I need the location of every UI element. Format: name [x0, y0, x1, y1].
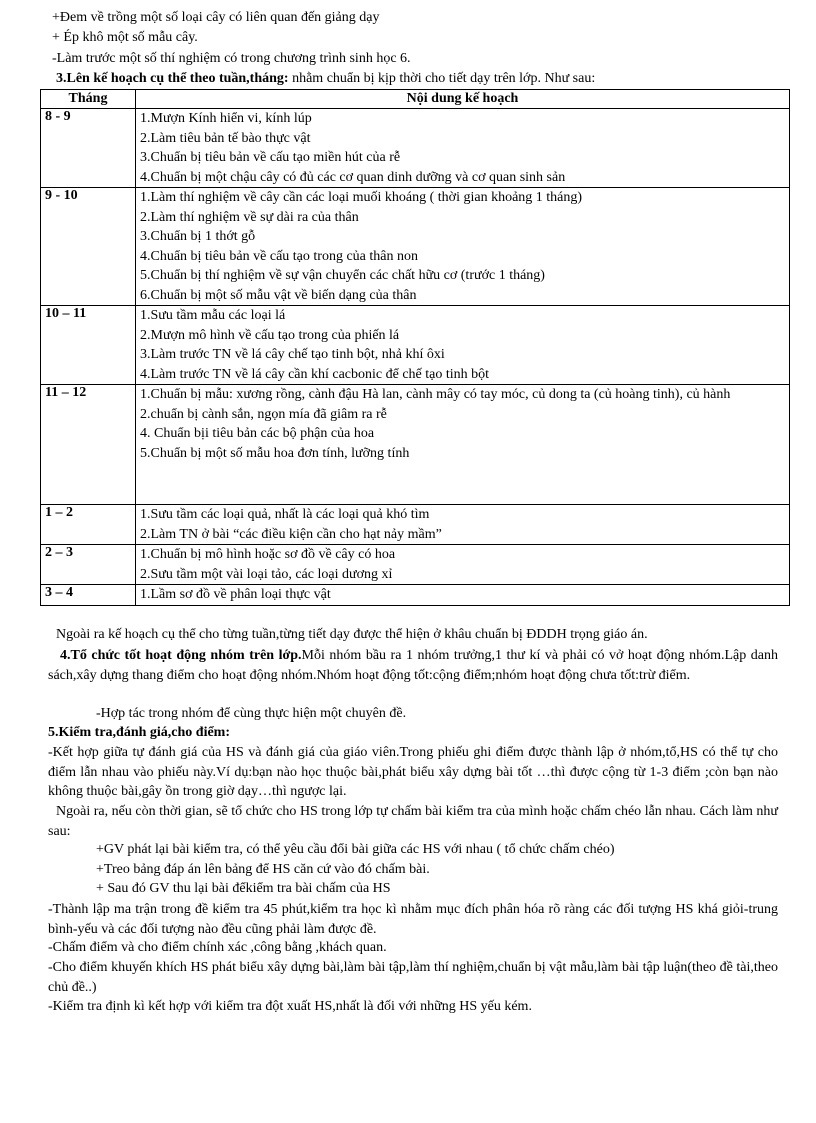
plan-item: 1.Sưu tầm các loại quả, nhất là các loại quả khó tìm: [140, 507, 430, 522]
plan-item: 4. Chuẩn bịi tiêu bản các bộ phận của hoa: [140, 426, 375, 441]
table-row: [41, 385, 790, 505]
section5-step-3: + Sau đó GV thu lại bài đểkiểm tra bài chấm của HS: [96, 881, 391, 896]
section3-title-rest: nhằm chuẩn bị kịp thời cho tiết dạy trên lớp. Như sau:: [288, 71, 596, 86]
plan-item: 1.Chuẩn bị mô hình hoặc sơ đồ về cây có hoa: [140, 547, 396, 562]
plan-item: 2.chuẩn bị cành sắn, ngọn mía đã giâm ra rễ: [140, 406, 387, 422]
table-row: [41, 188, 790, 306]
table-row: [41, 505, 790, 545]
section5-p6: -Kiểm tra định kì kết hợp với kiểm tra đột xuất HS,nhất là đối với những HS yếu kém.: [48, 999, 532, 1014]
intro-line-3: -Làm trước một số thí nghiệm có trong chương trình sinh học 6.: [52, 51, 411, 66]
plan-item: 4.Làm trước TN về lá cây cần khí cacbonic để chế tạo tinh bột: [140, 366, 490, 382]
section5-p2: Ngoài ra, nếu còn thời gian, sẽ tổ chức cho HS trong lớp tự chấm bài kiểm tra của mình hoặc chấm chéo lẫn nhau. Cách làm như sau:: [48, 804, 778, 839]
content-cell: [136, 109, 790, 188]
content-cell: [136, 585, 790, 606]
plan-item: 5.Chuẩn bị thí nghiệm về sự vận chuyển các chất hữu cơ (trước 1 tháng): [140, 268, 545, 283]
table-row: [41, 306, 790, 385]
after-table-text: Ngoài ra kế hoạch cụ thể cho từng tuần,từng tiết dạy được thể hiện ở khâu chuẩn bị ĐDDH trọng giáo án.: [56, 627, 648, 642]
intro-line-2: + Ép khô một số mẫu cây.: [52, 30, 198, 45]
plan-item: 1.Lầm sơ đồ về phân loại thực vật: [140, 587, 331, 602]
plan-item: 2.Làm TN ở bài “các điều kiện cần cho hạt nảy mầm”: [140, 526, 442, 542]
section5-step-2: +Treo bảng đáp án lên bảng để HS căn cứ vào đó chấm bài.: [96, 862, 430, 877]
section4-sub: -Hợp tác trong nhóm để cùng thực hiện một chuyên đề.: [96, 706, 407, 721]
table-header-row: [41, 90, 790, 109]
plan-item: 1.Sưu tầm mẫu các loại lá: [140, 308, 286, 323]
plan-item: 4.Chuẩn bị tiêu bản về cấu tạo trong của thân non: [140, 248, 418, 264]
intro-line-1: +Đem về trồng một số loại cây có liên quan đến giảng dạy: [52, 10, 380, 25]
month-cell: 1 – 2: [41, 505, 136, 545]
section5-title: 5.Kiểm tra,đánh giá,cho điểm:: [48, 725, 230, 740]
table-row: [41, 585, 790, 606]
content-cell: [136, 545, 790, 585]
content-cell: [136, 385, 790, 505]
section5-step-1: +GV phát lại bài kiểm tra, có thể yêu cầu đổi bài giữa các HS với nhau ( tổ chức chấm chéo): [96, 842, 615, 857]
month-cell: 8 - 9: [41, 109, 136, 188]
plan-table: [40, 89, 790, 606]
plan-item: 6.Chuẩn bị một số mẫu vật về biến dạng của thân: [140, 287, 417, 303]
plan-item: 4.Chuẩn bị một chậu cây có đủ các cơ quan dinh dưỡng và cơ quan sinh sản: [140, 169, 566, 185]
section4-text: Mỗi nhóm bầu ra 1 nhóm trưởng,1 thư kí và phải có vở hoạt động nhóm.Lập danh sách,xây dựng thang điểm cho hoạt động nhóm.Nhóm hoạt động tốt:cộng điểm;nhóm hoạt động chưa tốt:trừ điểm.: [48, 648, 778, 683]
plan-item: 2.Sưu tầm một vài loại tảo, các loại dương xỉ: [140, 566, 393, 582]
plan-item: 3.Chuẩn bị 1 thớt gỗ: [140, 229, 256, 244]
content-cell: [136, 188, 790, 306]
plan-item: 3.Làm trước TN về lá cây chế tạo tinh bột, nhả khí ôxi: [140, 347, 445, 362]
section4-paragraph: [48, 646, 778, 685]
section5-p5: -Cho điểm khuyến khích HS phát biểu xây dựng bài,làm bài tập,làm thí nghiệm,chuẩn bị vật mẫu,làm bài tập luận(theo đề tài,theo chủ đề..): [48, 960, 778, 995]
table-row: [41, 109, 790, 188]
section5-p3: -Thành lập ma trận trong đề kiểm tra 45 phút,kiểm tra học kì nhằm mục đích phân hóa rõ ràng các đối tượng HS khá giỏi-trung bình-yếu và các đối tượng nào đều cũng phải làm được đề.: [48, 902, 778, 937]
plan-item: 1.Mượn Kính hiển vi, kính lúp: [140, 111, 312, 126]
header-month: Tháng: [41, 90, 136, 109]
section5-p1: -Kết hợp giữa tự đánh giá của HS và đánh giá của giáo viên.Trong phiếu ghi điểm được thành lập ở nhóm,tổ,HS có thể tự cho điểm lẫn nhau vào phiếu này.Ví dụ:bạn nào học thuộc bài,phát biểu xây dựng bài tốt …thì được cộng từ 1-3 điểm ;còn bạn nào không thuộc bài,gây ồn trong giờ dạy…thì ngược lại.: [48, 745, 778, 799]
section3-title: 3.Lên kế hoạch cụ thể theo tuần,tháng:: [56, 71, 289, 86]
month-cell: 3 – 4: [41, 585, 136, 606]
table-row: [41, 545, 790, 585]
content-cell: [136, 306, 790, 385]
plan-item: 1.Làm thí nghiệm về cây cần các loại muối khoáng ( thời gian khoảng 1 tháng): [140, 190, 583, 205]
plan-item: 2.Làm tiêu bản tế bào thực vật: [140, 130, 311, 146]
plan-item: 1.Chuẩn bị mẫu: xương rồng, cành đậu Hà lan, cành mây có tay móc, củ dong ta (củ hoàng tinh), củ hành: [140, 387, 731, 402]
plan-item: 5.Chuẩn bị một số mẫu hoa đơn tính, lưỡng tính: [140, 445, 410, 461]
month-cell: 10 – 11: [41, 306, 136, 385]
month-cell: 2 – 3: [41, 545, 136, 585]
content-cell: [136, 505, 790, 545]
plan-item: 3.Chuẩn bị tiêu bản về cấu tạo miền hút của rễ: [140, 150, 401, 165]
header-content: Nội dung kế hoạch: [136, 90, 790, 109]
plan-item: 2.Mượn mô hình về cấu tạo trong của phiến lá: [140, 327, 400, 343]
plan-item: 2.Làm thí nghiệm về sự dài ra của thân: [140, 209, 359, 225]
section5-p4: -Chấm điểm và cho điểm chính xác ,công bằng ,khách quan.: [48, 940, 387, 955]
month-cell: 9 - 10: [41, 188, 136, 306]
month-cell: 11 – 12: [41, 385, 136, 505]
section3-heading: [56, 70, 595, 88]
section4-title: 4.Tổ chức tốt hoạt động nhóm trên lớp.: [60, 648, 302, 663]
